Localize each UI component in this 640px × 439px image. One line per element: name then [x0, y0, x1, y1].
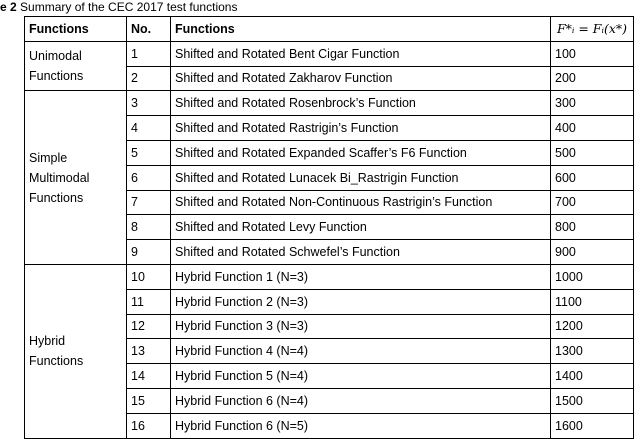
caption-label: e 2 [0, 0, 17, 14]
function-name-cell: Shifted and Rotated Rastrigin’s Function [171, 116, 551, 141]
optimum-value-cell: 1000 [551, 264, 634, 289]
optimum-value-cell: 400 [551, 116, 634, 141]
table-row [25, 264, 634, 289]
function-no-cell: 2 [127, 66, 171, 91]
optimum-value-cell: 500 [551, 140, 634, 165]
function-no-cell: 7 [127, 190, 171, 215]
function-name-cell: Shifted and Rotated Schwefel’s Function [171, 240, 551, 265]
optimum-value-cell: 300 [551, 91, 634, 116]
function-no-cell: 10 [127, 264, 171, 289]
function-name-cell: Shifted and Rotated Bent Cigar Function [171, 41, 551, 66]
optimum-value-cell: 900 [551, 240, 634, 265]
cec-2017-functions-table [24, 16, 634, 439]
header-function: Functions [171, 17, 551, 42]
function-no-cell: 14 [127, 364, 171, 389]
function-name-cell: Hybrid Function 2 (N=3) [171, 289, 551, 314]
function-no-cell: 6 [127, 165, 171, 190]
function-name-cell: Shifted and Rotated Levy Function [171, 215, 551, 240]
function-name-cell: Hybrid Function 6 (N=4) [171, 388, 551, 413]
caption-text: Summary of the CEC 2017 test functions [16, 0, 238, 14]
function-name-cell: Hybrid Function 3 (N=3) [171, 314, 551, 339]
optimum-value-cell: 1600 [551, 413, 634, 438]
optimum-value-cell: 200 [551, 66, 634, 91]
group-name-cell: Unimodal Functions [25, 41, 127, 91]
header-group: Functions [25, 17, 127, 42]
table-body [25, 41, 634, 438]
function-name-cell: Hybrid Function 1 (N=3) [171, 264, 551, 289]
optimum-value-cell: 1300 [551, 339, 634, 364]
optimum-value-cell: 700 [551, 190, 634, 215]
function-name-cell: Shifted and Rotated Zakharov Function [171, 66, 551, 91]
optimum-value-cell: 600 [551, 165, 634, 190]
function-no-cell: 8 [127, 215, 171, 240]
function-no-cell: 1 [127, 41, 171, 66]
header-optimum: F*ᵢ = Fᵢ(x*) [551, 17, 634, 42]
function-no-cell: 12 [127, 314, 171, 339]
function-name-cell: Hybrid Function 5 (N=4) [171, 364, 551, 389]
function-no-cell: 11 [127, 289, 171, 314]
optimum-value-cell: 1400 [551, 364, 634, 389]
optimum-value-cell: 1200 [551, 314, 634, 339]
table-row [25, 91, 634, 116]
group-name-cell: Simple Multimodal Functions [25, 91, 127, 265]
optimum-value-cell: 1500 [551, 388, 634, 413]
function-no-cell: 13 [127, 339, 171, 364]
function-no-cell: 5 [127, 140, 171, 165]
function-name-cell: Shifted and Rotated Rosenbrock’s Function [171, 91, 551, 116]
header-row [25, 17, 634, 42]
optimum-value-cell: 100 [551, 41, 634, 66]
optimum-value-cell: 800 [551, 215, 634, 240]
group-name-cell: Hybrid Functions [25, 264, 127, 438]
table-row [25, 41, 634, 66]
function-name-cell: Hybrid Function 4 (N=4) [171, 339, 551, 364]
function-no-cell: 3 [127, 91, 171, 116]
function-no-cell: 4 [127, 116, 171, 141]
function-no-cell: 9 [127, 240, 171, 265]
function-no-cell: 16 [127, 413, 171, 438]
function-name-cell: Shifted and Rotated Lunacek Bi_Rastrigin Function [171, 165, 551, 190]
function-name-cell: Shifted and Rotated Expanded Scaffer’s F6 Function [171, 140, 551, 165]
function-name-cell: Hybrid Function 6 (N=5) [171, 413, 551, 438]
header-no: No. [127, 17, 171, 42]
function-name-cell: Shifted and Rotated Non-Continuous Rastrigin’s Function [171, 190, 551, 215]
function-no-cell: 15 [127, 388, 171, 413]
table-caption [0, 0, 237, 14]
optimum-value-cell: 1100 [551, 289, 634, 314]
